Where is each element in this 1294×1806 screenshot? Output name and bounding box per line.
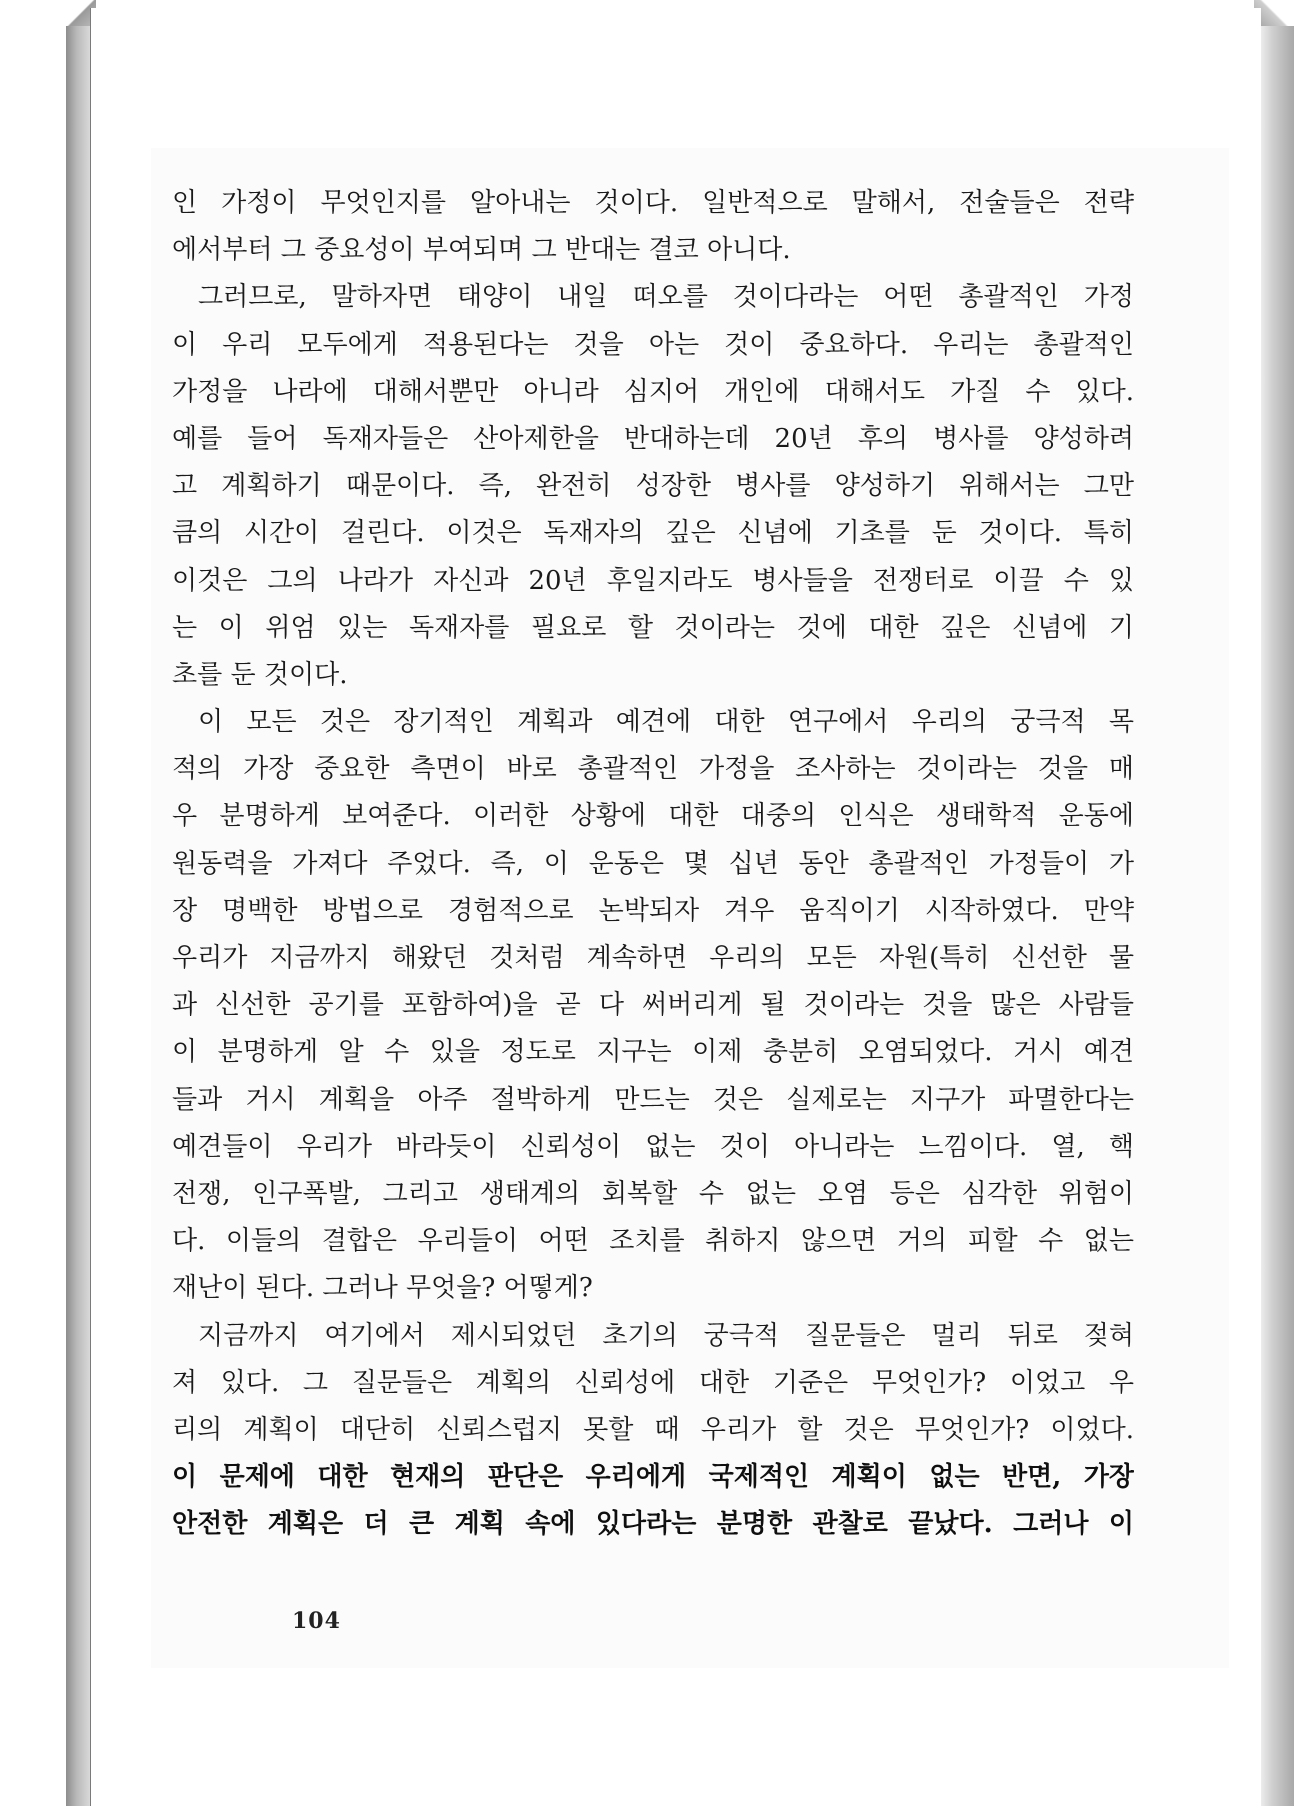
text-line: 우 분명하게 보여준다. 이러한 상황에 대한 대중의 인식은 생태학적 운동에 [172,801,1134,832]
text-line: 원동력을 가져다 주었다. 즉, 이 운동은 몇 십년 동안 총괄적인 가정들이 가 [172,848,1134,879]
text-line: 큼의 시간이 걸린다. 이것은 독재자의 깊은 신념에 기초를 둔 것이다. 특히 [172,518,1134,549]
text-line: 가정을 나라에 대해서뿐만 아니라 심지어 개인에 대해서도 가질 수 있다. [172,376,1134,407]
text-line: 예견들이 우리가 바라듯이 신뢰성이 없는 것이 아니라는 느낌이다. 열, 핵 [172,1131,1134,1162]
text-line: 이 분명하게 알 수 있을 정도로 지구는 이제 충분히 오염되었다. 거시 예견 [172,1037,1134,1068]
text-line: 이것은 그의 나라가 자신과 20년 후일지라도 병사들을 전쟁터로 이끌 수 있 [172,565,1134,596]
text-line: 이 우리 모두에게 적용된다는 것을 아는 것이 중요하다. 우리는 총괄적인 [172,329,1134,360]
page-number: 104 [292,1608,341,1634]
text-line: 는 이 위엄 있는 독재자를 필요로 할 것이라는 것에 대한 깊은 신념에 기 [172,612,1134,643]
page-stack-edge [1260,0,1294,1806]
text-line: 전쟁, 인구폭발, 그리고 생태계의 회복할 수 없는 오염 등은 심각한 위험이 [172,1178,1134,1209]
text-line: 초를 둔 것이다. [172,659,348,690]
text-line: 지금까지 여기에서 제시되었던 초기의 궁극적 질문들은 멀리 뒤로 젖혀 [198,1320,1134,1351]
book-spine-edge [66,0,90,1806]
text-line: 안전한 계획은 더 큰 계획 속에 있다라는 분명한 관찰로 끝났다. 그러나 이 [172,1509,1134,1540]
text-line: 리의 계획이 대단히 신뢰스럽지 못할 때 우리가 할 것은 무엇인가? 이었다. [172,1414,1134,1445]
body-text [172,180,1134,1548]
text-line: 예를 들어 독재자들은 산아제한을 반대하는데 20년 후의 병사를 양성하려 [172,423,1134,454]
text-line: 고 계획하기 때문이다. 즉, 완전히 성장한 병사를 양성하기 위해서는 그만 [172,471,1134,502]
text-line: 인 가정이 무엇인지를 알아내는 것이다. 일반적으로 말해서, 전술들은 전략 [172,188,1134,218]
text-line: 우리가 지금까지 해왔던 것처럼 계속하면 우리의 모든 자원(특히 신선한 물 [172,943,1134,973]
text-line: 그러므로, 말하자면 태양이 내일 떠오를 것이다라는 어떤 총괄적인 가정 [198,282,1134,313]
text-line: 이 모든 것은 장기적인 계획과 예견에 대한 연구에서 우리의 궁극적 목 [198,707,1134,738]
text-line: 져 있다. 그 질문들은 계획의 신뢰성에 대한 기준은 무엇인가? 이었고 우 [172,1367,1134,1398]
text-line: 적의 가장 중요한 측면이 바로 총괄적인 가정을 조사하는 것이라는 것을 매 [172,754,1134,785]
text-line: 장 명백한 방법으로 경험적으로 논박되자 겨우 움직이기 시작하였다. 만약 [172,895,1134,926]
text-line: 이 문제에 대한 현재의 판단은 우리에게 국제적인 계획이 없는 반면, 가장 [172,1462,1134,1493]
text-line: 들과 거시 계획을 아주 절박하게 만드는 것은 실제로는 지구가 파멸한다는 [172,1084,1134,1115]
text-line: 과 신선한 공기를 포함하여)을 곧 다 써버리게 될 것이라는 것을 많은 사람들 [172,990,1134,1021]
text-line: 다. 이들의 결합은 우리들이 어떤 조치를 취하지 않으면 거의 피할 수 없는 [172,1226,1134,1257]
text-line: 재난이 된다. 그러나 무엇을? 어떻게? [172,1273,593,1304]
text-line: 에서부터 그 중요성이 부여되며 그 반대는 결코 아니다. [172,235,791,266]
